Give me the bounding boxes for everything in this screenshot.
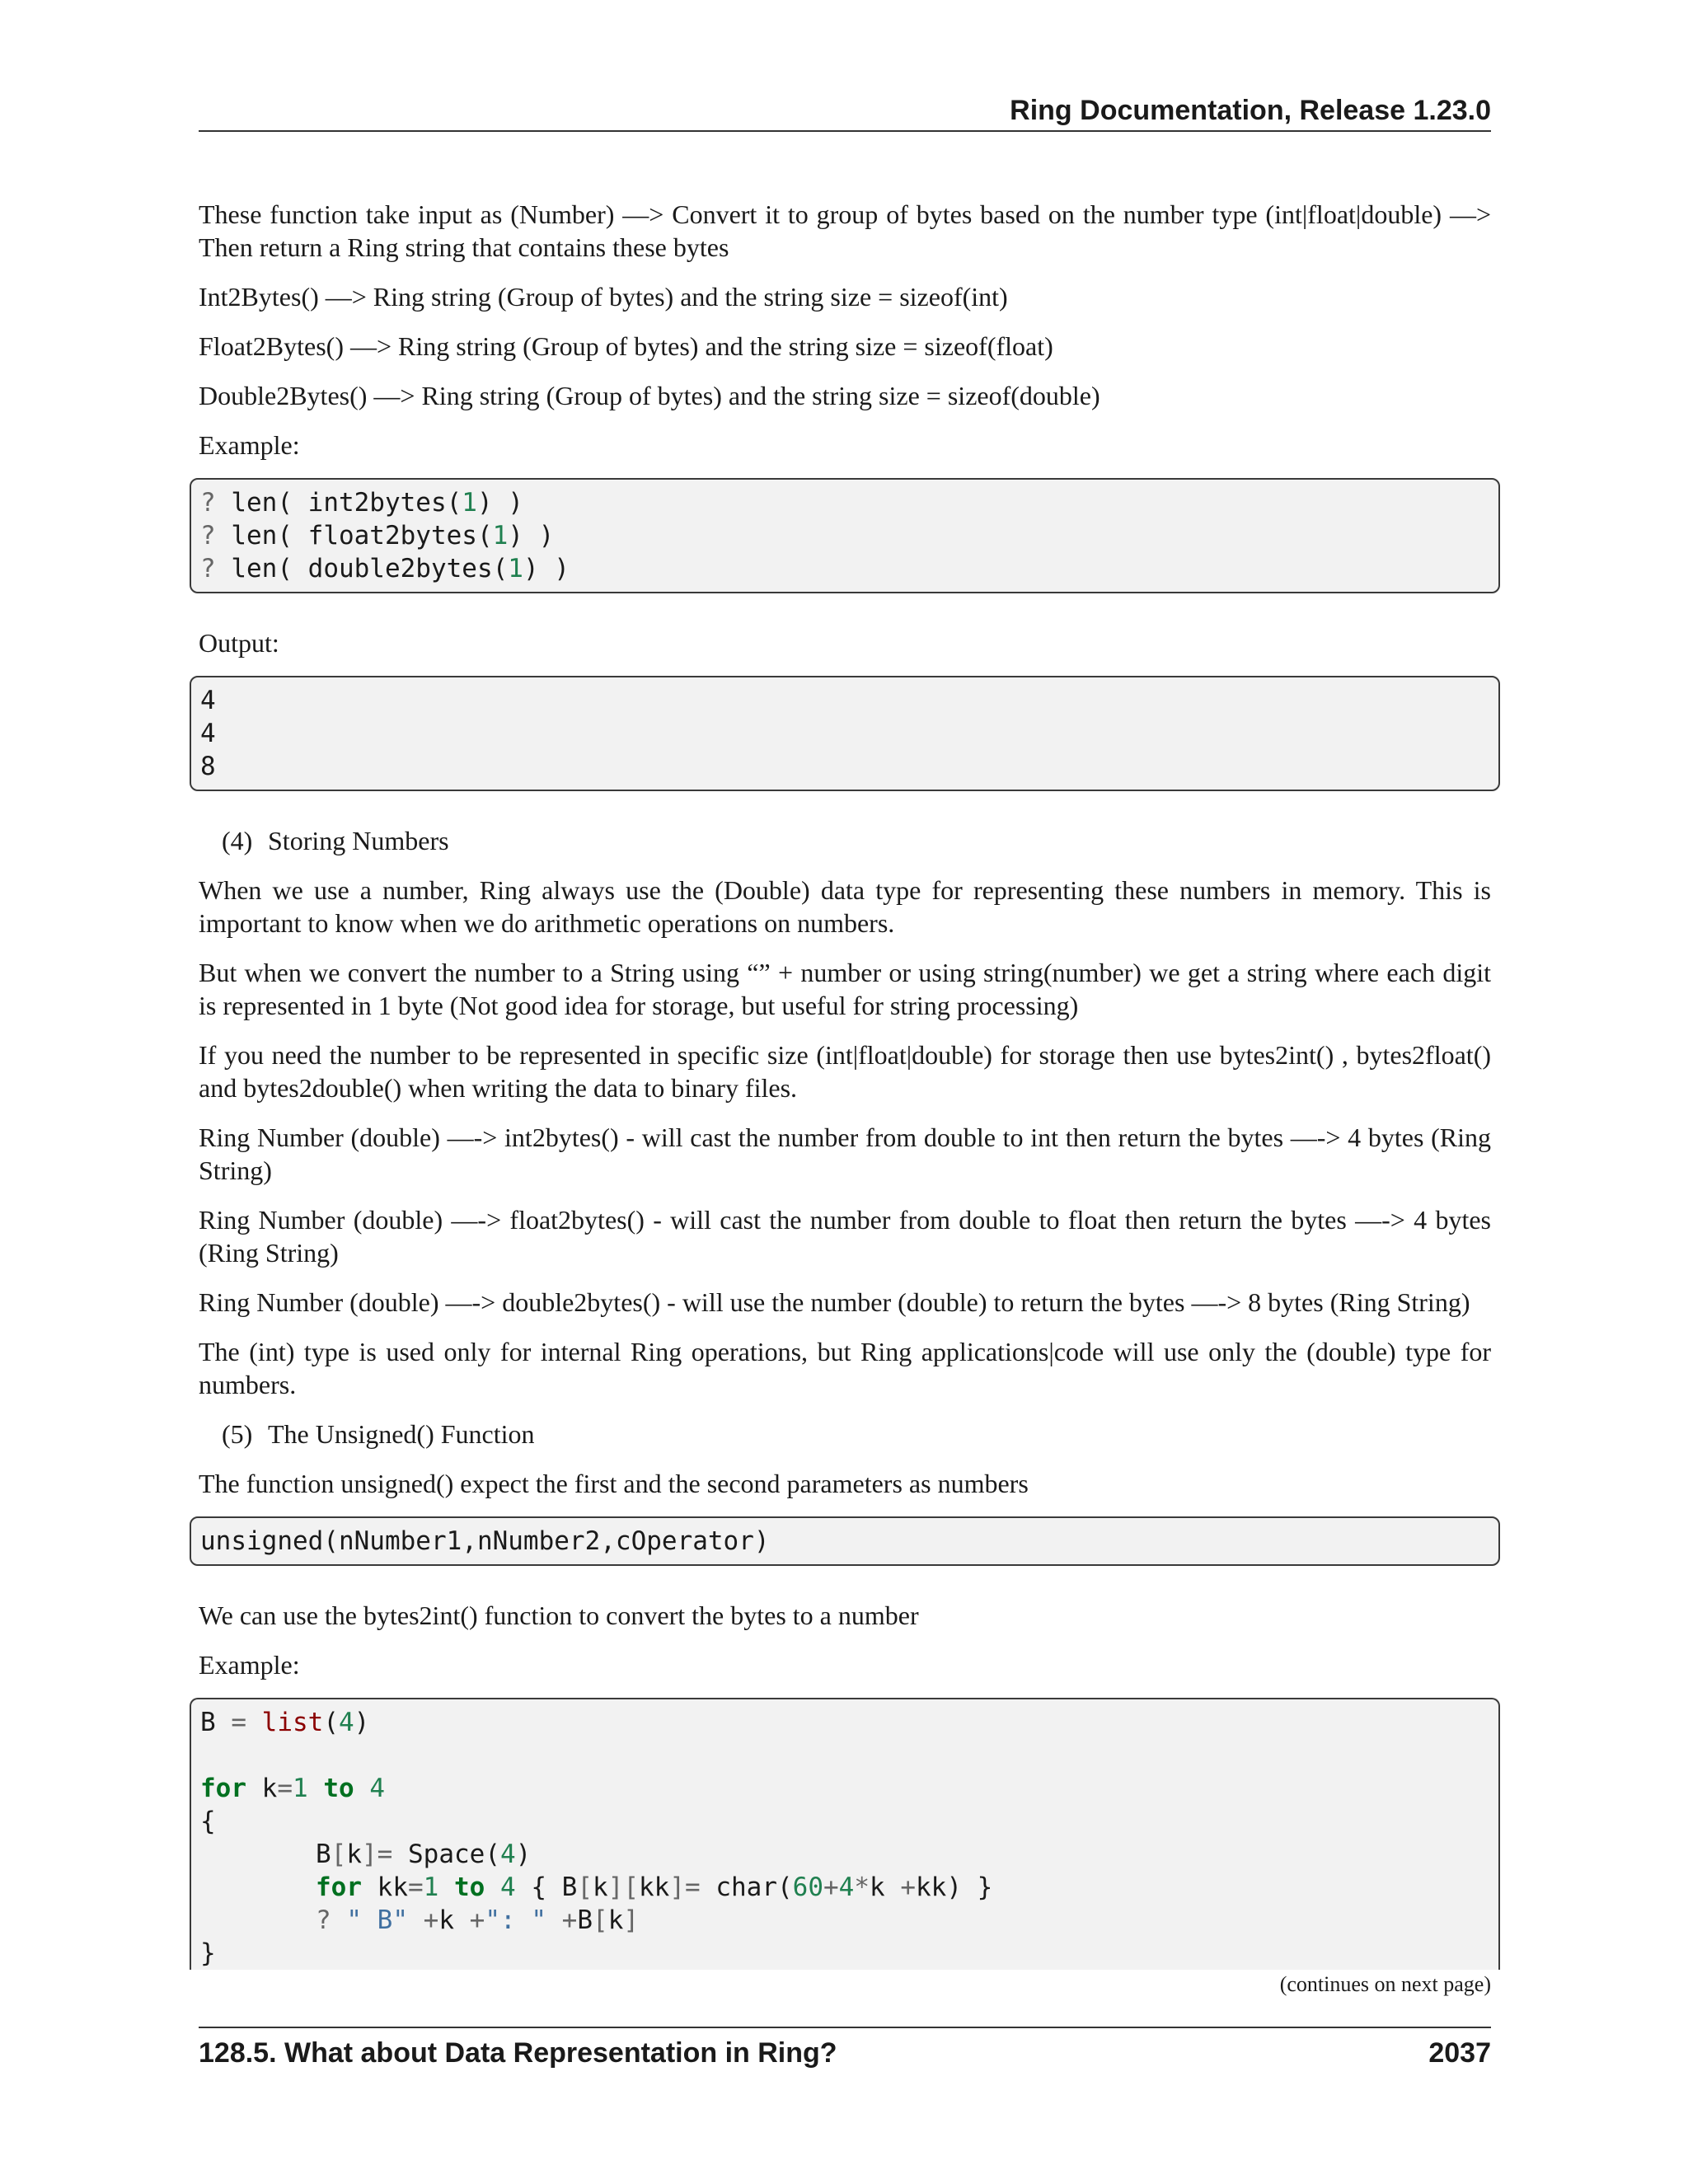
code-block-example [190, 1698, 1500, 1970]
paragraph-double-type: When we use a number, Ring always use the (Double) data type for representing these numbers in memory. This is important to know when we do arithmetic operations on numbers. [199, 875, 1491, 938]
example-label: Example: [199, 430, 300, 460]
code-line: for k=1 to 4 [200, 1774, 386, 1803]
continues-note: (continues on next page) [1279, 1972, 1491, 1996]
code-line: 4 [200, 686, 216, 715]
list-item-storing-numbers [222, 824, 1491, 857]
code-line: unsigned(nNumber1,nNumber2,cOperator) [200, 1526, 770, 1556]
page-number: 2037 [1428, 2037, 1491, 2069]
code-line [200, 1739, 1489, 1772]
code-line: for kk=1 to 4 { B[k][kk]= char(60+4*k +kk) } [316, 1872, 993, 1902]
list-item-number: (4) [222, 826, 253, 855]
list-item-number: (5) [222, 1419, 253, 1449]
paragraph-int-internal: The (int) type is used only for internal Ring operations, but Ring applications|code will use only the (double) type for numbers. [199, 1337, 1491, 1399]
code-line: 8 [200, 752, 216, 781]
code-line: ? len( double2bytes(1) ) [200, 554, 570, 583]
code-block-output [190, 676, 1500, 791]
paragraph-bytes2int: We can use the bytes2int() function to convert the bytes to a number [199, 1601, 919, 1630]
page-body [199, 198, 1491, 1998]
paragraph-double2bytes: Double2Bytes() —> Ring string (Group of bytes) and the string size = sizeof(double) [199, 381, 1100, 410]
code-line: B[k]= Space(4) [316, 1840, 532, 1869]
list-item-text: Storing Numbers [268, 826, 449, 855]
code-line: } [200, 1938, 216, 1968]
paragraph-unsigned-expect: The function unsigned() expect the first and the second parameters as numbers [199, 1469, 1029, 1498]
paragraph-float-cast: Ring Number (double) —-> float2bytes() - will cast the number from double to float then return the bytes —-> 4 bytes (Ring String) [199, 1205, 1491, 1268]
paragraph-int-cast: Ring Number (double) —-> int2bytes() - will cast the number from double to int then return the bytes —-> 4 bytes (Ring String) [199, 1122, 1491, 1185]
paragraph-double-cast: Ring Number (double) —-> double2bytes() - will use the number (double) to return the bytes —-> 8 bytes (Ring String) [199, 1287, 1470, 1317]
code-line: { [200, 1807, 216, 1836]
document-title: Ring Documentation, Release 1.23.0 [1010, 95, 1491, 126]
page-header [199, 91, 1491, 132]
paragraph-specific-size: If you need the number to be represented in specific size (int|float|double) for storage then use bytes2int() , bytes2float() and bytes2double() when writing the data to binary files. [199, 1040, 1491, 1103]
example-label: Example: [199, 1650, 300, 1680]
code-line: B = list(4) [200, 1708, 370, 1737]
paragraph-intro: These function take input as (Number) —> Convert it to group of bytes based on the number type (int|float|double) —> Then return a Ring string that contains these bytes [199, 199, 1491, 262]
paragraph-string-convert: But when we convert the number to a String using “” + number or using string(number) we get a string where each digit is represented in 1 byte (Not good idea for storage, but useful for string processing) [199, 958, 1491, 1020]
code-line: ? " B" +k +": " +B[k] [316, 1905, 640, 1935]
code-block-len [190, 478, 1500, 593]
code-line: ? len( float2bytes(1) ) [200, 521, 555, 551]
paragraph-int2bytes: Int2Bytes() —> Ring string (Group of bytes) and the string size = sizeof(int) [199, 282, 1008, 312]
code-block-unsigned [190, 1516, 1500, 1566]
code-line: ? len( int2bytes(1) ) [200, 488, 523, 518]
list-item-unsigned [222, 1418, 1491, 1451]
paragraph-float2bytes: Float2Bytes() —> Ring string (Group of bytes) and the string size = sizeof(float) [199, 331, 1053, 361]
footer-section-title: 128.5. What about Data Representation in Ring? [199, 2037, 837, 2069]
list-item-text: The Unsigned() Function [268, 1419, 535, 1449]
code-line: 4 [200, 719, 216, 748]
output-label: Output: [199, 628, 279, 658]
page-footer [199, 2027, 1491, 2071]
